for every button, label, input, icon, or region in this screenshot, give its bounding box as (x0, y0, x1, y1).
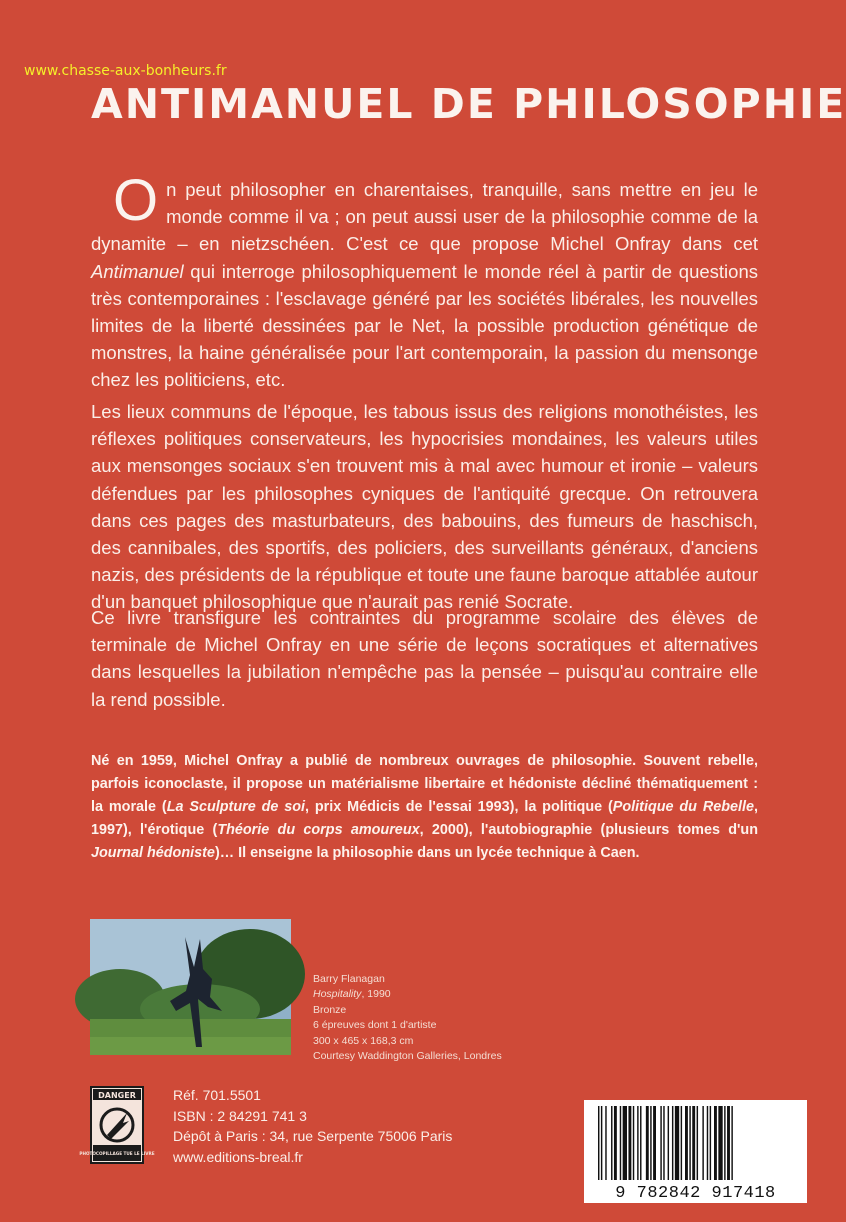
barcode-bar (598, 1106, 599, 1180)
author-bio (91, 750, 758, 865)
barcode-bar (672, 1106, 673, 1180)
barcode-bar (668, 1106, 669, 1180)
barcode-bar (714, 1106, 717, 1180)
reference-number: Réf. 701.5501 (173, 1087, 261, 1103)
publisher-website: www.editions-breal.fr (173, 1148, 303, 1165)
logo-top-text: DANGER (98, 1091, 136, 1100)
intro-title-italic: Antimanuel (91, 260, 184, 282)
book-title: ANTIMANUEL DE PHILOSOPHIE (91, 80, 846, 128)
caption-material: Bronze (313, 1003, 347, 1016)
barcode-bars (584, 1100, 807, 1182)
intro-paragraph-1 (91, 168, 758, 394)
barcode-bar (702, 1106, 703, 1180)
barcode-bar (718, 1106, 722, 1180)
caption-editions: 6 épreuves dont 1 d'artiste (313, 1019, 437, 1032)
barcode-bar (731, 1106, 732, 1180)
caption-courtesy: Courtesy Waddington Galleries, Londres (313, 1050, 502, 1063)
photocopillage-logo (79, 1085, 155, 1165)
barcode-bar (633, 1106, 634, 1180)
intro-text-b: qui interroge philosophiquement le monde réel à partir de questions très contemporaines : l'esclavage généré par les sociétés libérales, les nouvelles limites de la liberté dessinées par le Net, la possible production génétique de monstres, la haine généralisée pour l'art contemporain, la passion du mensonge chez les politiciens, etc. (91, 260, 758, 391)
intro-paragraph-3: Ce livre transfigure les contraintes du programme scolaire des élèves de terminale de Michel Onfray en une série de leçons socratiques et alternatives dans lesquelles la jubilation n'empêche pas la pensée – puisqu'au contraire elle la rend possible. (91, 607, 758, 710)
publisher-address: Dépôt à Paris : 34, rue Serpente 75006 Paris (173, 1128, 453, 1144)
barcode-bar (707, 1106, 708, 1180)
bio-text: , prix Médicis de l'essai 1993), la politique ( (305, 799, 613, 815)
caption-work-title: Hospitality (313, 988, 362, 1001)
barcode-bar (727, 1106, 730, 1180)
barcode-bar (611, 1106, 612, 1180)
barcode-bar (628, 1106, 631, 1180)
barcode-bar (650, 1106, 651, 1180)
caption-work (313, 987, 502, 1002)
sculpture-photo (90, 919, 291, 1055)
barcode-bar (601, 1106, 602, 1180)
bio-work-title: Journal hédoniste (91, 845, 215, 861)
barcode (584, 1100, 807, 1203)
photo-caption (313, 972, 502, 1064)
barcode-bar (724, 1106, 725, 1180)
intro-text-a: n peut philosopher en charentaises, tranquille, sans mettre en jeu le monde comme il va ; on peut aussi user de la philosophie comme de la dynamite – en nietzschéen. C'est ce que propose Michel Onfray dans cet (91, 179, 758, 255)
caption-year: , 1990 (361, 988, 391, 1001)
barcode-bar (697, 1106, 698, 1180)
bio-work-title: La Sculpture de soi (166, 799, 306, 815)
barcode-bar (653, 1106, 656, 1180)
barcode-bar (692, 1106, 695, 1180)
barcode-bar (605, 1106, 606, 1180)
barcode-bar (620, 1106, 621, 1180)
barcode-bar (685, 1106, 688, 1180)
caption-artist: Barry Flanagan (313, 973, 385, 985)
caption-dimensions: 300 x 465 x 168,3 cm (313, 1034, 414, 1047)
bio-work-title: Théorie du corps amoureux (217, 822, 420, 838)
barcode-bar (646, 1106, 649, 1180)
drop-cap: O (113, 168, 159, 233)
watermark-url: www.chasse-aux-bonheurs.fr (24, 63, 227, 79)
barcode-bar (681, 1106, 682, 1180)
bio-text: , 1997), l'érotique ( (91, 799, 759, 838)
bio-text: )… Il enseigne la philosophie dans un lycée technique à Caen. (214, 845, 640, 861)
isbn: ISBN : 2 84291 741 3 (173, 1107, 307, 1124)
bio-text: , 2000), l'autobiographie (plusieurs tomes d'un (419, 822, 758, 838)
barcode-bar (623, 1106, 627, 1180)
barcode-bar (637, 1106, 638, 1180)
barcode-bar (710, 1106, 711, 1180)
intro-paragraph-2: Les lieux communs de l'époque, les tabous issus des religions monothéistes, les réflexes politiques conservateurs, les hypocrisies mondaines, les valeurs utiles aux mensonges sociaux s'en trouvent mis à mal avec humour et ironie – valeurs défendues par les philosophes cyniques de l'antiquité grecque. On retrouvera dans ces pages des masturbateurs, des babouins, des fumeurs de haschisch, des cannibales, des sportifs, des policiers, des surveillants généraux, d'anciens nazis, des présidents de la république et toute une faune baroque attablée autour d'un banquet philosophique que n'aurait pas renié Socrate. (91, 401, 758, 613)
barcode-bar (663, 1106, 664, 1180)
barcode-bar (614, 1106, 617, 1180)
barcode-bar (640, 1106, 641, 1180)
bio-text: Né en 1959, Michel Onfray a publié de nombreux ouvrages de philosophie. Souvent rebelle, parfois iconoclaste, il propose un matérialisme libertaire et hédoniste décliné thématiquement : la morale ( (91, 753, 758, 815)
barcode-bar (689, 1106, 690, 1180)
barcode-bar (675, 1106, 679, 1180)
publisher-info (173, 1085, 452, 1167)
barcode-bar (660, 1106, 661, 1180)
logo-bottom-text: PHOTOCOPILLAGE TUE LE LIVRE (79, 1151, 155, 1156)
barcode-digits: 9 782842 917418 (615, 1184, 776, 1203)
bio-work-title: Politique du Rebelle (612, 799, 755, 815)
